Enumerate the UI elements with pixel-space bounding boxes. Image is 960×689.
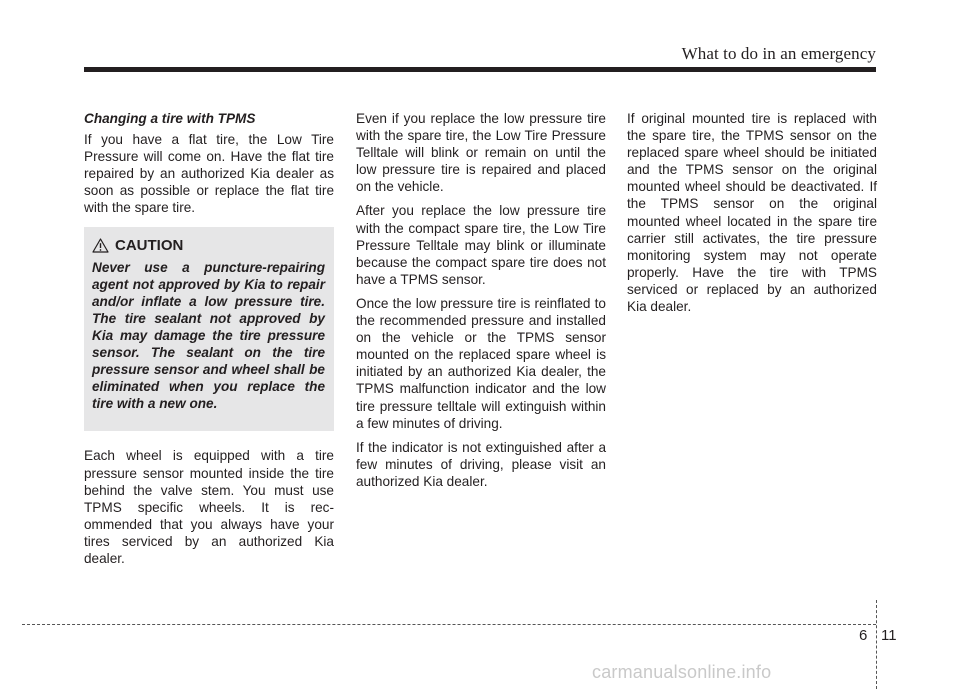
caution-text: Never use a puncture-repairing agent not approved by Kia to repair and/or inflate a low pressure tire. The tire sealant not approved by Kia may damage the tire pressure sensor. The sealant on the tire pressure sensor and wheel shall be eliminated when you replace the tire with a new one.	[92, 260, 325, 412]
column-1	[84, 110, 334, 574]
chapter-number: 6	[859, 627, 868, 644]
paragraph: Even if you replace the low pressure tire with the spare tire, the Low Tire Pressure Telltale will blink or remain on until the low pressure tire is repaired and placed on the vehicle.	[356, 111, 606, 195]
header-title: What to do in an emergency	[681, 44, 876, 63]
section-subheading: Changing a tire with TPMS	[84, 111, 256, 126]
page-divider	[876, 600, 877, 689]
paragraph: If original mounted tire is replaced with the spare tire, the TPMS sensor on the replaced spare wheel should be initiated and the TPMS sensor on the original mounted wheel should be deactivated. If the TPMS sensor on the original mounted wheel located in the spare tire carrier still activates, the tire pressure monitoring system may not operate properly. Have the tire with TPMS serviced or replaced by an authorized Kia dealer.	[627, 111, 877, 315]
paragraph: If the indicator is not extinguished after a few minutes of driving, please visit an authorized Kia dealer.	[356, 439, 606, 489]
caution-label: CAUTION	[115, 236, 184, 254]
paragraph: Once the low pressure tire is reinflated to the recommended pressure and installed on the vehicle or the TPMS sensor mounted on the replaced spare wheel is initiated by an authorized Kia dealer, the TPMS malfunction indicator and the low tire pressure telltale will extinguish within a few minutes of driving.	[356, 295, 606, 431]
watermark: carmanualsonline.info	[592, 662, 772, 682]
paragraph: After you replace the low pressure tire with the compact spare tire, the Low Tire Pressure Telltale may blink or illuminate because the compact spare tire does not have a TPMS sensor.	[356, 203, 606, 287]
paragraph: Each wheel is equipped with a tire pressure sensor mounted inside the tire behind the valve stem. You must use TPMS specific wheels. It is recommended that you always have your tires serviced by an authorized Kia dealer.	[84, 448, 334, 567]
warning-triangle-icon	[92, 238, 109, 253]
page-number: 11	[881, 627, 897, 644]
column-3	[627, 110, 877, 322]
footer-rule	[22, 624, 876, 625]
header-rule	[84, 67, 876, 72]
column-2	[356, 110, 606, 497]
caution-header	[92, 235, 325, 255]
caution-box	[84, 227, 334, 431]
paragraph: If you have a flat tire, the Low Tire Pressure will come on. Have the flat tire repaired by an authorized Kia dealer as soon as possible or replace the flat tire with the spare tire.	[84, 132, 334, 216]
